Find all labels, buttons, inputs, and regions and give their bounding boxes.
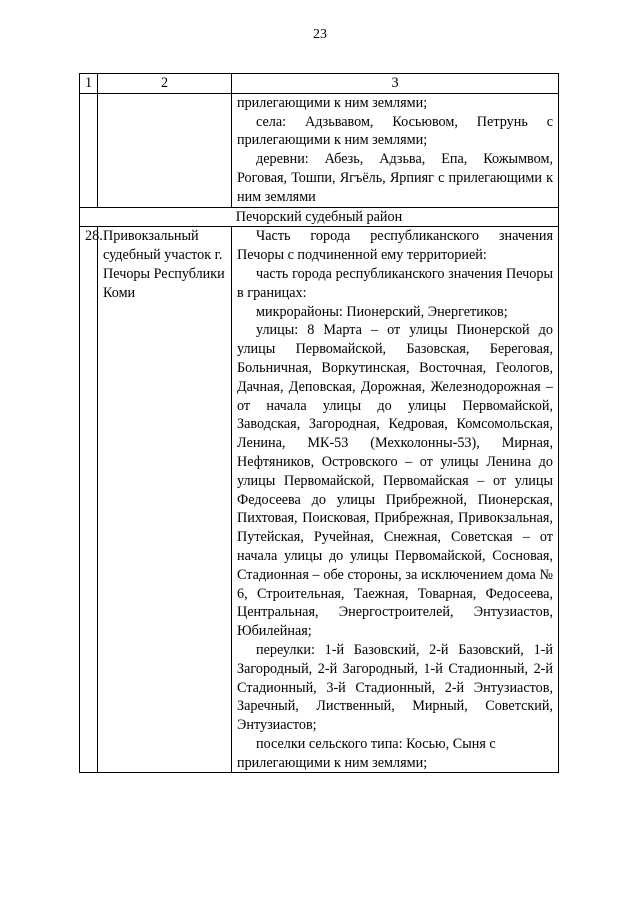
territory-table (79, 73, 559, 773)
description-paragraph: деревни: Абезь, Адзьва, Епа, Кожымвом, Роговая, Тошпи, Ягъёль, Ярпияг с прилегающими к ним землями (237, 151, 553, 205)
district-header-row (80, 207, 559, 227)
description-paragraph: микрорайоны: Пионерский, Энергетиков; (256, 303, 508, 320)
entry-name: Привокзальный судебный участок г. Печоры Республики Коми (98, 227, 232, 773)
description-paragraph: улицы: 8 Марта – от улицы Пионерской до улицы Первомайской, Базовская, Береговая, Больничная, Воркутинская, Восточная, Геологов, Дачная, Деповская, Дорожная, Железнодорожная – от начала улицы до улицы Первомайской, Заводская, Загородная, Кедровая, Комсомольская, Ленина, МК-53 (Мехколонны-53), Мирная, Нефтяников, Островского – от улицы Ленина до улицы Первомайской, Первомайская – от улицы Федосеева до улицы Прибрежной, Пионерская, Пихтовая, Поисковая, Прибрежная, Привокзальная, Путейская, Ручейная, Снежная, Советская – от начала улицы до улицы Первомайской, Сосновая, Стадионная – обе стороны, за исключением дома № 6, Строительная, Таежная, Товарная, Федосеева, Центральная, Энергостроителей, Энтузиастов, Юбилейная; (237, 322, 553, 640)
entry-number: 28. (80, 227, 98, 773)
header-col-1: 1 (80, 74, 98, 94)
description-paragraph: часть города республиканского значения Печоры в границах: (237, 265, 553, 301)
page-number: 23 (313, 27, 327, 42)
continuation-description-cell (232, 93, 559, 207)
entry-description-cell (232, 227, 559, 773)
description-paragraph: поселки сельского типа: Косью, Сыня с прилегающими к ним землями; (237, 735, 496, 771)
header-col-3: 3 (232, 74, 559, 94)
table-header-row (80, 74, 559, 94)
district-header: Печорский судебный район (80, 207, 559, 227)
description-paragraph: Часть города республиканского значения Печоры с подчиненной ему территорией: (237, 228, 553, 264)
continuation-row (80, 93, 559, 207)
description-paragraph: села: Адзьвавом, Косьювом, Петрунь с прилегающими к ним землями; (237, 113, 553, 149)
entry-row (80, 227, 559, 773)
header-col-2: 2 (98, 74, 232, 94)
description-paragraph: переулки: 1-й Базовский, 2-й Базовский, 1-й Загородный, 2-й Загородный, 1-й Стадионный, 2-й Стадионный, 3-й Стадионный, 2-й Энтузиастов, Заречный, Лиственный, Мирный, Советский, Энтузиастов; (237, 641, 553, 734)
continuation-number-cell (80, 93, 98, 207)
description-paragraph: прилегающими к ним землями; (237, 94, 428, 111)
continuation-name-cell (98, 93, 232, 207)
